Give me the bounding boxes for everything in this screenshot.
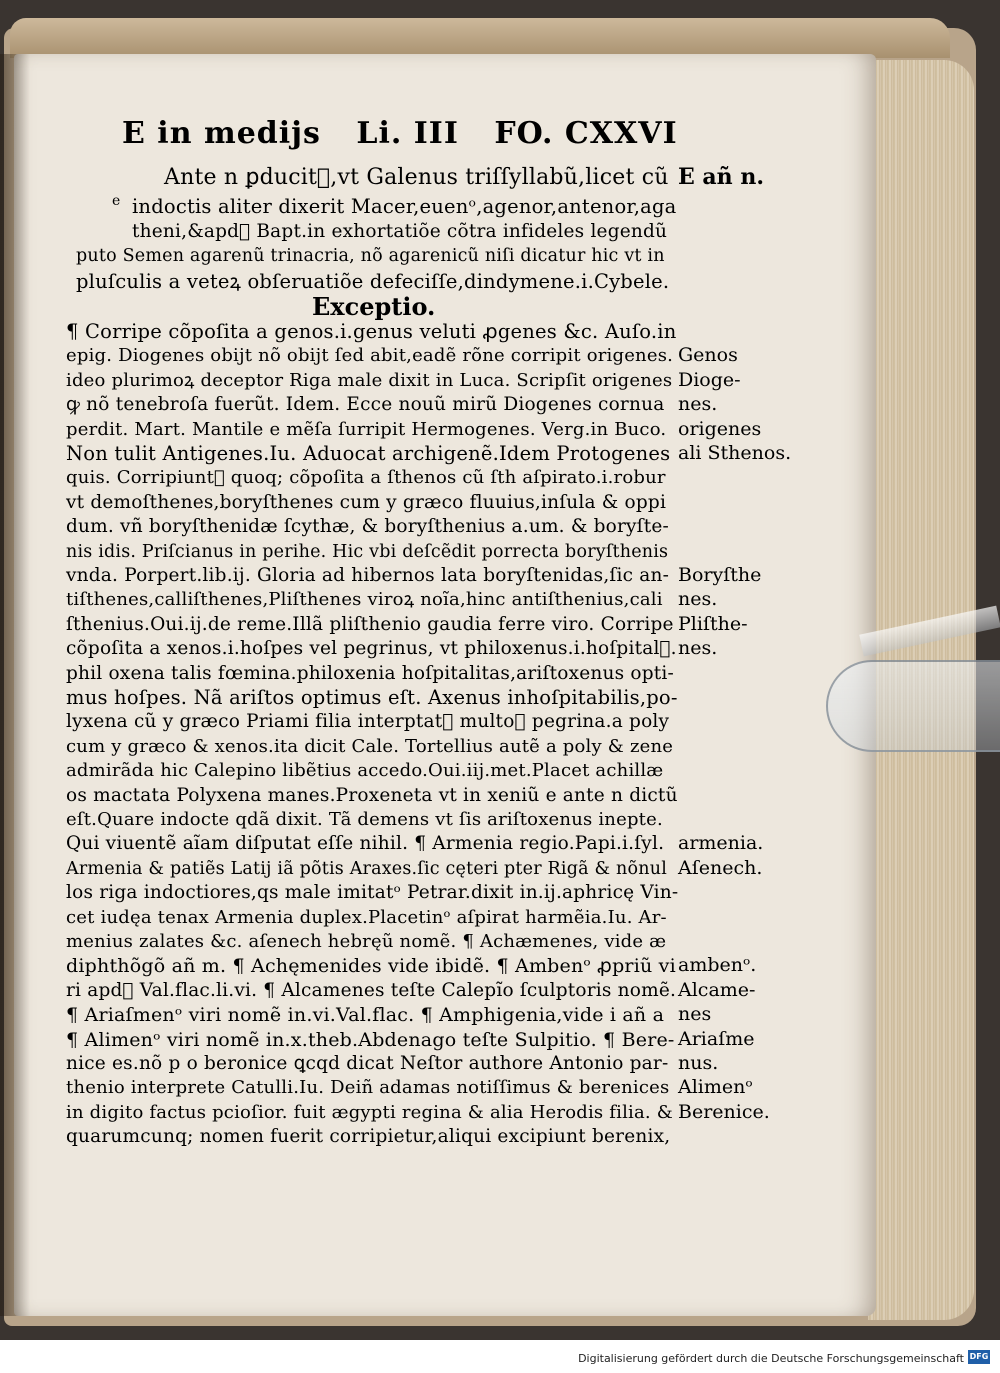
body-line: quarumcunq; nomen fuerit corripietur,aliqui excipiunt berenix, [66,1126,671,1147]
intro-line: theni,&apd᷑ Bapt.in exhortatiõe cõtra infideles legendũ [132,221,668,242]
body-line: menius zalates &c. aſenech hebręũ nomẽ. ¶ Achæmenes, vide æ [66,931,667,952]
intro-line: puto Semen agarenũ trinacria, nõ agarenicũ niſi dicatur hic vt in [76,246,665,266]
body-line: ¶ Ariaſmenᵒ viri nomẽ in.vi.Val.flac. ¶ Amphigenia,vide i añ a [66,1004,665,1026]
body-line: cõpoſita a xenos.i.hoſpes vel pegrinus, vt philoxenus.i.hoſpital᷑. [66,638,677,659]
header-center: Li. III [356,116,459,151]
margin-note: origenes [678,418,762,440]
margin-note: Berenice. [678,1101,770,1123]
body-line: los riga indoctiores,qs male imitatᵒ Petrar.dixit in.ij.aphricę Vin- [66,882,679,903]
body-line: Armenia & patiẽs Latij iã põtis Araxes.ſic cęteri pter Rigã & nõnul [66,859,667,879]
body-line: cum y græco & xenos.ita dicit Cale. Tortellius autẽ a poly & zene [66,736,674,757]
page-clip [826,660,1000,752]
footer-credit: Digitalisierung gefördert durch die Deutsche Forschungsgemeinschaft [578,1352,964,1365]
margin-note: Alimenᵒ [678,1076,753,1098]
body-line: os mactata Polyxena manes.Proxeneta vt in xeniũ e ante n dictũ [66,785,678,806]
margin-note: armenia. [678,832,764,854]
body-line: ſthenius.Oui.ij.de reme.Illã pliſthenio gaudia ferre viro. Corripe [66,614,674,635]
body-line: epig. Diogenes obijt nõ obijt ſed abit,eadẽ rõne corripit origenes. [66,345,674,366]
dfg-logo-icon: DFG [968,1350,990,1364]
section-heading: Exceptio. [312,292,436,321]
margin-note: Alcame- [678,979,756,1001]
margin-note: Boryſthe [678,564,762,586]
body-line: eſt.Quare indocte qdã dixit. Tã demens vt ſis ariſtoxenus inepte. [66,809,663,830]
body-line: ideo plurimoꝝ deceptor Riga male dixit in Luca. Scripſit origenes [66,370,673,391]
body-line: tiſthenes,calliſthenes,Pliſthenes viroꝝ noĩa,hinc antiſthenius,cali [66,589,663,610]
margin-note: ambenᵒ. [678,954,757,976]
body-line: diphthõgõ añ m. ¶ Achęmenides vide ibidẽ. ¶ Ambenᵒ ꝓpriũ vi [66,955,676,977]
body-line: vt demoſthenes,boryſthenes cum y græco fluuius,inſula & oppi [66,492,667,513]
intro-line: Ante n ꝑducit᷑,vt Galenus triſſyllabũ,licet cũ [164,165,669,190]
left-margin-note: e [112,193,121,209]
body-line: cet iudęa tenax Armenia duplex.Placetinᵒ aſpirat harmẽia.Iu. Ar- [66,907,667,928]
body-line: mus hoſpes. Nã ariſtos optimus eſt. Axenus inhoſpitabilis,po- [66,686,678,709]
body-line: lyxena cũ y græco Priami filia interptat᷑ multoꝝ pegrina.a poly [66,711,670,732]
margin-note: Genos [678,344,738,366]
body-line: perdit. Mart. Mantile e mẽſa ſurripit Hermogenes. Verg.in Buco. [66,419,667,440]
margin-note: Aſenech. [678,857,763,879]
margin-note-first: E añ n. [678,164,764,190]
margin-note: nes. [678,588,718,610]
footer [0,1340,1000,1373]
margin-note: nes. [678,637,718,659]
body-line: quis. Corripiunt᷑ quoq; cõpoſita a ſthenos cũ ſth aſpirato.i.robur [66,467,666,488]
body-line: nice es.nõ p o beronice ꝗcqd dicat Neſtor authore Antonio par- [66,1053,669,1074]
intro-line: pluſculis a veteꝝ obſeruatiõe defeciſſe,dindymene.i.Cybele. [76,270,670,293]
body-line: in digito factus pcioſior. fuit ægypti regina & alia Herodis filia. & [66,1102,673,1123]
body-line: Non tulit Antigenes.Iu. Aduocat archigenẽ.Idem Protogenes [66,442,671,465]
header-right: FO. CXXVI [494,116,678,151]
intro-line: indoctis aliter dixerit Macer,euenᵒ,agenor,antenor,aga [132,195,677,218]
body-line: ¶ Alimenᵒ viri nomẽ in.x.theb.Abdenago teſte Sulpitio. ¶ Bere- [66,1029,675,1051]
header-left: E in medijs [122,116,321,151]
body-line: ri apd᷑ Val.flac.li.vi. ¶ Alcamenes teſte Calepĩo ſculptoris nomẽ. [66,980,677,1001]
margin-note: Dioge- [678,369,741,391]
body-line: vnda. Porpert.lib.ij. Gloria ad hibernos lata boryſtenidas,ſic an- [66,565,670,586]
page-header [122,116,702,151]
margin-note: Pliſthe- [678,613,748,635]
margin-note: nes. [678,393,718,415]
body-line: dum. vñ boryſthenidæ ſcythæ, & boryſthenius a.um. & boryſte- [66,516,669,537]
margin-note: Ariaſme [678,1028,755,1050]
margin-note: nes [678,1003,712,1025]
gutter-shadow [0,54,30,1316]
margin-note: nus. [678,1052,719,1074]
body-line: admirãda hic Calepino libẽtius accedo.Oui.iij.met.Placet achillæ [66,760,664,781]
body-line: ꝙ nõ tenebroſa fuerũt. Idem. Ecce nouũ mirũ Diogenes cornua [66,394,665,415]
book-top-edge [10,18,950,58]
body-line: phil oxena talis fœmina.philoxenia hoſpitalitas,ariſtoxenus opti- [66,663,674,684]
body-line: ¶ Corripe cõpoſita a genos.i.genus veluti ꝓgenes &c. Auſo.in [66,320,677,343]
body-line: thenio interprete Catulli.Iu. Deiñ adamas notiſſimus & berenices [66,1077,670,1098]
body-line: nis idis. Priſcianus in perihe. Hic vbi deſcẽdit porrecta boryſthenis [66,542,669,562]
body-line: Qui viuentẽ aĩam diſputat eſſe nihil. ¶ Armenia regio.Papi.i.ſyl. [66,833,665,854]
margin-note: ali Sthenos. [678,442,792,464]
